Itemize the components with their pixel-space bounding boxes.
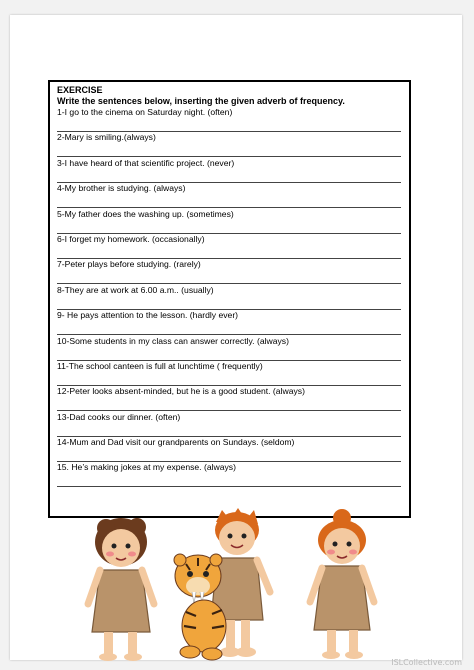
exercise-item-text: 10-Some students in my class can answer correctly. (always) xyxy=(57,335,289,346)
exercise-item xyxy=(57,310,401,335)
answer-line xyxy=(57,347,401,361)
answer-line xyxy=(57,143,401,157)
cave-kids-illustration xyxy=(0,500,474,670)
exercise-item-text: 7-Peter plays before studying. (rarely) xyxy=(57,259,201,270)
exercise-item xyxy=(57,386,401,411)
answer-line xyxy=(57,194,401,208)
exercise-item-text: 8-They are at work at 6.00 a.m.. (usually) xyxy=(57,284,214,295)
exercise-box xyxy=(48,80,411,518)
exercise-item-text: 1-I go to the cinema on Saturday night. (often) xyxy=(57,107,233,117)
exercise-item-text: 3-I have heard of that scientific project. (never) xyxy=(57,157,235,168)
answer-line xyxy=(57,448,401,462)
answer-line xyxy=(57,169,401,183)
answer-line xyxy=(57,296,401,310)
exercise-item-text: 15. He’s making jokes at my expense. (always) xyxy=(57,462,236,473)
exercise-item-text: 6-I forget my homework. (occasionally) xyxy=(57,233,205,244)
exercise-item xyxy=(57,285,401,310)
answer-line xyxy=(57,473,401,487)
answer-line xyxy=(57,397,401,411)
cavegirl-right-illustration xyxy=(310,509,374,659)
exercise-item-text: 13-Dad cooks our dinner. (often) xyxy=(57,411,181,422)
exercise-item xyxy=(57,412,401,437)
exercise-item-text: 4-My brother is studying. (always) xyxy=(57,183,186,194)
exercise-item xyxy=(57,259,401,284)
exercise-item xyxy=(57,361,401,386)
exercise-items xyxy=(57,107,401,488)
exercise-item-text: 9- He pays attention to the lesson. (hardly ever) xyxy=(57,310,239,321)
exercise-item xyxy=(57,183,401,208)
exercise-item-text: 5-My father does the washing up. (sometimes) xyxy=(57,208,234,219)
exercise-item-text: 12-Peter looks absent-minded, but he is a good student. (always) xyxy=(57,386,305,397)
answer-line xyxy=(57,245,401,259)
exercise-item xyxy=(57,437,401,462)
exercise-item xyxy=(57,158,401,183)
answer-line xyxy=(57,423,401,437)
exercise-item-text: 14-Mum and Dad visit our grandparents on Sundays. (seldom) xyxy=(57,437,295,448)
cavegirl-left-illustration xyxy=(88,518,154,661)
answer-line xyxy=(57,321,401,335)
exercise-item xyxy=(57,107,401,132)
answer-line xyxy=(57,220,401,234)
exercise-item xyxy=(57,132,401,157)
answer-line xyxy=(57,270,401,284)
answer-line xyxy=(57,372,401,386)
exercise-item-text: 11-The school canteen is full at lunchtime ( frequently) xyxy=(57,360,263,371)
exercise-item xyxy=(57,336,401,361)
exercise-item-text: 2-Mary is smiling.(always) xyxy=(57,132,156,143)
exercise-item xyxy=(57,462,401,487)
exercise-item xyxy=(57,234,401,259)
answer-line xyxy=(57,118,401,132)
exercise-item xyxy=(57,209,401,234)
exercise-title: EXERCISE xyxy=(57,85,103,95)
watermark: ISLCollective.com xyxy=(391,658,462,667)
exercise-instruction: Write the sentences below, inserting the given adverb of frequency. xyxy=(57,96,345,106)
caveboy-with-tiger-illustration xyxy=(174,508,270,660)
